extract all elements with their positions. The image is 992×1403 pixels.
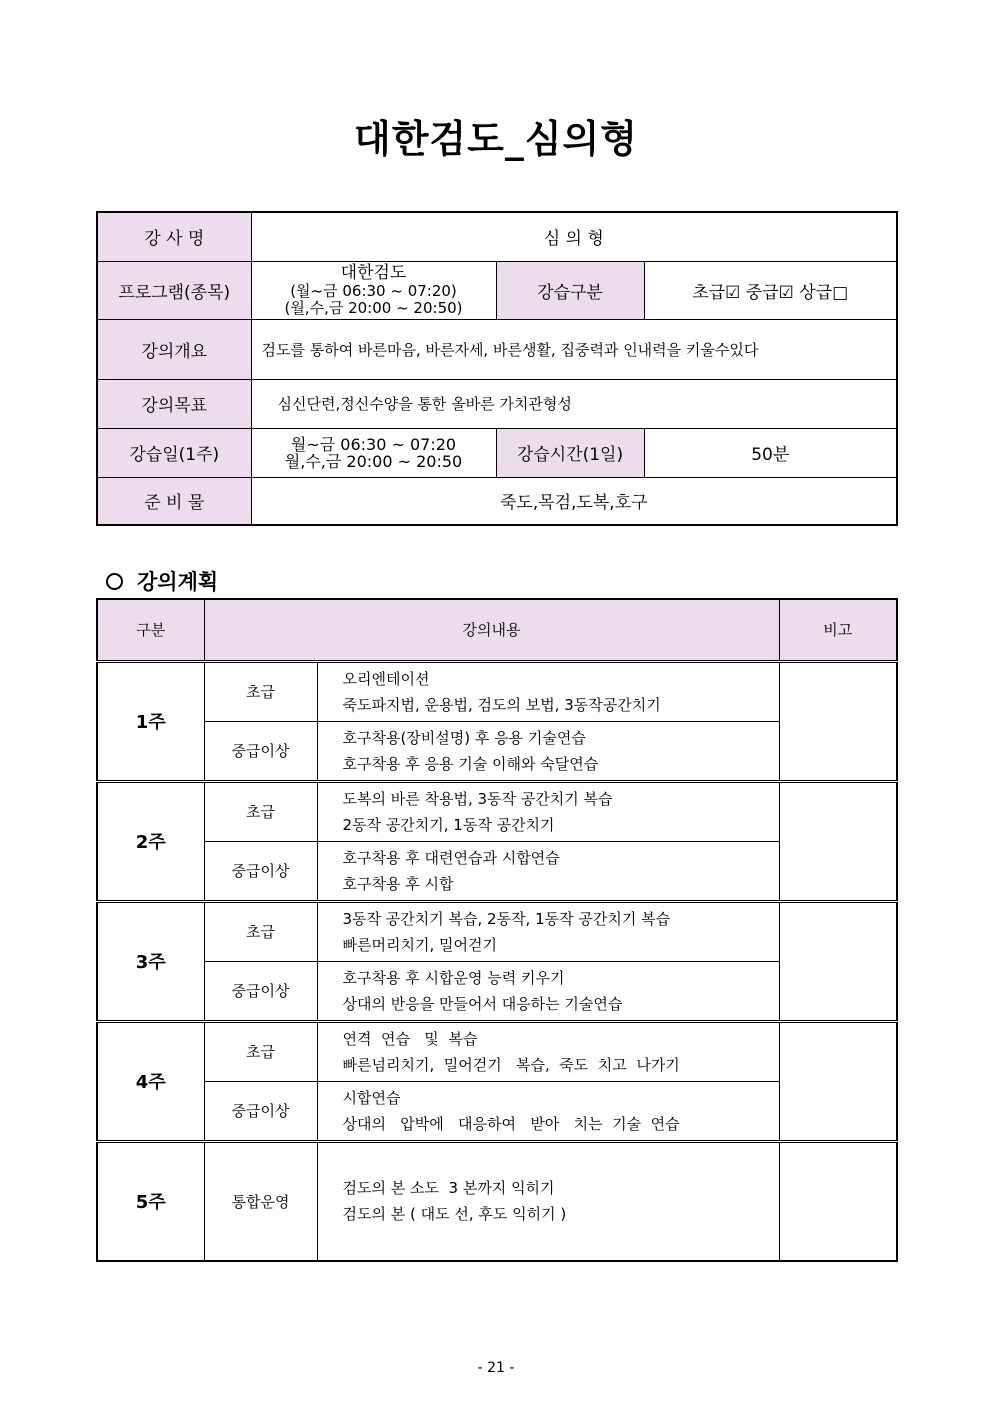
level-label: 중급이상	[204, 1081, 317, 1141]
days-cell	[251, 428, 496, 477]
page-number: - 21 -	[477, 1360, 515, 1376]
plan-header-category: 구분	[97, 599, 204, 661]
level-label: 중급이상	[204, 841, 317, 901]
materials-value: 죽도,목검,도복,호구	[251, 477, 897, 525]
content-cell	[317, 1141, 779, 1261]
plan-row	[97, 1021, 897, 1081]
plan-row	[97, 901, 897, 961]
class-type-value: 초급☑ 중급☑ 상급□	[644, 261, 897, 319]
content-line: 상대의 반응을 만들어서 대응하는 기술연습	[342, 994, 623, 1013]
note-cell	[779, 661, 897, 781]
program-cell	[251, 261, 496, 319]
content-line: 죽도파지법, 운용법, 검도의 보법, 3동작공간치기	[342, 695, 661, 714]
content-line: 빠른머리치기, 밀어걷기	[342, 935, 497, 954]
content-line: 오리엔테이션	[342, 669, 430, 688]
program-name: 대한검도	[340, 262, 407, 283]
content-line: 호구착용 후 대련연습과 시합연습	[342, 848, 560, 867]
plan-header-content: 강의내용	[204, 599, 779, 661]
info-table	[96, 211, 898, 526]
section-title: 강의계획	[137, 570, 219, 594]
content-cell	[317, 1081, 779, 1141]
content-cell	[317, 721, 779, 781]
week-label: 4주	[97, 1021, 204, 1141]
content-line: 시합연습	[342, 1088, 401, 1107]
content-cell	[317, 1021, 779, 1081]
level-label: 중급이상	[204, 961, 317, 1021]
content-line: 3동작 공간치기 복습, 2동작, 1동작 공간치기 복습	[342, 909, 671, 928]
content-line: 호구착용 후 응용 기술 이해와 숙달연습	[342, 754, 599, 773]
level-label: 중급이상	[204, 721, 317, 781]
content-line: 빠른넘리치기, 밀어걷기 복습, 죽도 치고 나가기	[342, 1055, 680, 1074]
level-label: 초급	[204, 901, 317, 961]
circle-bullet-icon	[106, 573, 123, 590]
week-label: 3주	[97, 901, 204, 1021]
content-line: 도복의 바른 착용법, 3동작 공간치기 복습	[342, 789, 613, 808]
content-line: 호구착용 후 시합운영 능력 키우기	[342, 968, 565, 987]
week-label: 1주	[97, 661, 204, 781]
content-line: 검도의 본 소도 3 본까지 익히기	[342, 1179, 555, 1198]
instructor-value: 심 의 형	[251, 212, 897, 261]
note-cell	[779, 901, 897, 1021]
plan-row	[97, 1081, 897, 1141]
plan-row	[97, 661, 897, 721]
goal-value: 심신단련,정신수양을 통한 올바른 가치관형성	[251, 379, 897, 428]
plan-table	[96, 598, 898, 1262]
instructor-label: 강 사 명	[97, 212, 251, 261]
week-label: 2주	[97, 781, 204, 901]
materials-label: 준 비 물	[97, 477, 251, 525]
week-label: 5주	[97, 1141, 204, 1261]
overview-label: 강의개요	[97, 319, 251, 379]
note-cell	[779, 781, 897, 901]
plan-table-body	[97, 599, 897, 1261]
content-line: 연격 연습 및 복습	[342, 1029, 478, 1048]
program-label: 프로그램(종목)	[97, 261, 251, 319]
content-line: 호구착용(장비설명) 후 응용 기술연습	[342, 728, 586, 747]
level-label: 초급	[204, 1021, 317, 1081]
class-type-label: 강습구분	[496, 261, 644, 319]
hours-label: 강습시간(1일)	[496, 428, 644, 477]
days-line-2: 월,수,금 20:00 ~ 20:50	[284, 451, 463, 471]
level-label: 통합운영	[204, 1141, 317, 1261]
plan-row	[97, 781, 897, 841]
content-cell	[317, 661, 779, 721]
plan-row	[97, 961, 897, 1021]
level-label: 초급	[204, 781, 317, 841]
content-cell	[317, 961, 779, 1021]
program-time-2: (월,수,금 20:00 ~ 20:50)	[284, 298, 463, 317]
plan-header-note: 비고	[779, 599, 897, 661]
content-line: 2동작 공간치기, 1동작 공간치기	[342, 815, 555, 834]
goal-label: 강의목표	[97, 379, 251, 428]
days-label: 강습일(1주)	[97, 428, 251, 477]
section-heading	[106, 566, 218, 596]
days-line-1: 월~금 06:30 ~ 07:20	[290, 434, 457, 454]
plan-row	[97, 841, 897, 901]
content-line: 호구착용 후 시합	[342, 874, 454, 893]
page-title: 대한검도_심의형	[354, 117, 638, 161]
plan-row	[97, 1141, 897, 1261]
content-line: 검도의 본 ( 대도 선, 후도 익히기 )	[342, 1205, 567, 1224]
hours-value: 50분	[644, 428, 897, 477]
plan-row	[97, 721, 897, 781]
level-label: 초급	[204, 661, 317, 721]
content-cell	[317, 781, 779, 841]
content-line: 상대의 압박에 대응하여 받아 치는 기술 연습	[342, 1114, 680, 1133]
content-cell	[317, 841, 779, 901]
content-cell	[317, 901, 779, 961]
program-time-1: (월~금 06:30 ~ 07:20)	[290, 281, 457, 300]
overview-value: 검도를 통하여 바른마음, 바른자세, 바른생활, 집중력과 인내력을 키울수있다	[251, 319, 897, 379]
note-cell	[779, 1021, 897, 1141]
note-cell	[779, 1141, 897, 1261]
